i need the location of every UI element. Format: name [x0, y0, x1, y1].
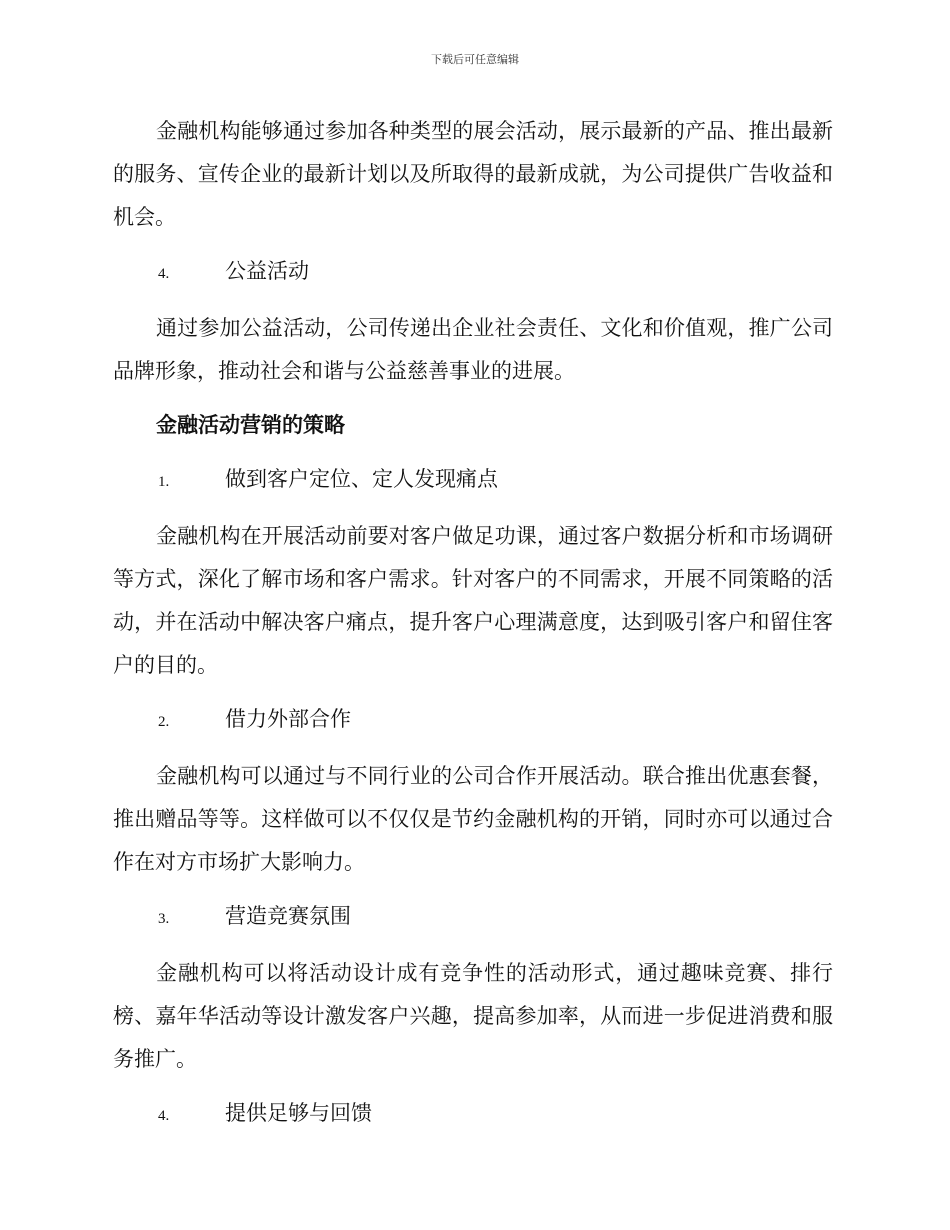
paragraph-cooperation: 金融机构可以通过与不同行业的公司合作开展活动。联合推出优惠套餐，推出赠品等等。这样做可以不仅仅是节约金融机构的开销，同时亦可以通过合作在对方市场扩大影响力。: [113, 764, 833, 874]
list-item-label: 做到客户定位、定人发现痛点: [225, 467, 498, 491]
list-item-number: 1.: [158, 474, 170, 490]
section-heading: 金融活动营销的策略: [156, 413, 345, 437]
paragraph-exhibition: 金融机构能够通过参加各种类型的展会活动，展示最新的产品、推出最新的服务、宣传企业的最新计划以及所取得的最新成就，为公司提供广告收益和机会。: [113, 119, 833, 229]
paragraph-competition: 金融机构可以将活动设计成有竞争性的活动形式，通过趣味竞赛、排行榜、嘉年华活动等设计激发客户兴趣，提高参加率，从而进一步促进消费和服务推广。: [113, 961, 833, 1071]
list-item-number: 4.: [158, 266, 170, 282]
paragraph-charity: 通过参加公益活动，公司传递出企业社会责任、文化和价值观，推广公司品牌形象，推动社会和谐与公益慈善事业的进展。: [113, 316, 833, 383]
list-item-label: 借力外部合作: [225, 707, 351, 731]
list-item-label: 公益活动: [225, 259, 309, 283]
list-item-rewards: [113, 1092, 833, 1138]
list-item-charity: [113, 250, 833, 296]
list-item-number: 3.: [158, 911, 170, 927]
page-header: 下载后可任意编辑: [431, 53, 519, 66]
list-item-number: 2.: [158, 714, 170, 730]
list-item-number: 4.: [158, 1108, 170, 1124]
list-item-cooperation: [113, 698, 833, 744]
paragraph-targeting: 金融机构在开展活动前要对客户做足功课，通过客户数据分析和市场调研等方式，深化了解市场和客户需求。针对客户的不同需求，开展不同策略的活动，并在活动中解决客户痛点，提升客户心理满意度，达到吸引客户和留住客户的目的。: [113, 524, 833, 677]
list-item-competition: [113, 895, 833, 941]
list-item-label: 营造竞赛氛围: [225, 904, 351, 928]
list-item-targeting: [113, 458, 833, 504]
list-item-label: 提供足够与回馈: [225, 1101, 372, 1125]
document-body: [113, 110, 833, 1149]
